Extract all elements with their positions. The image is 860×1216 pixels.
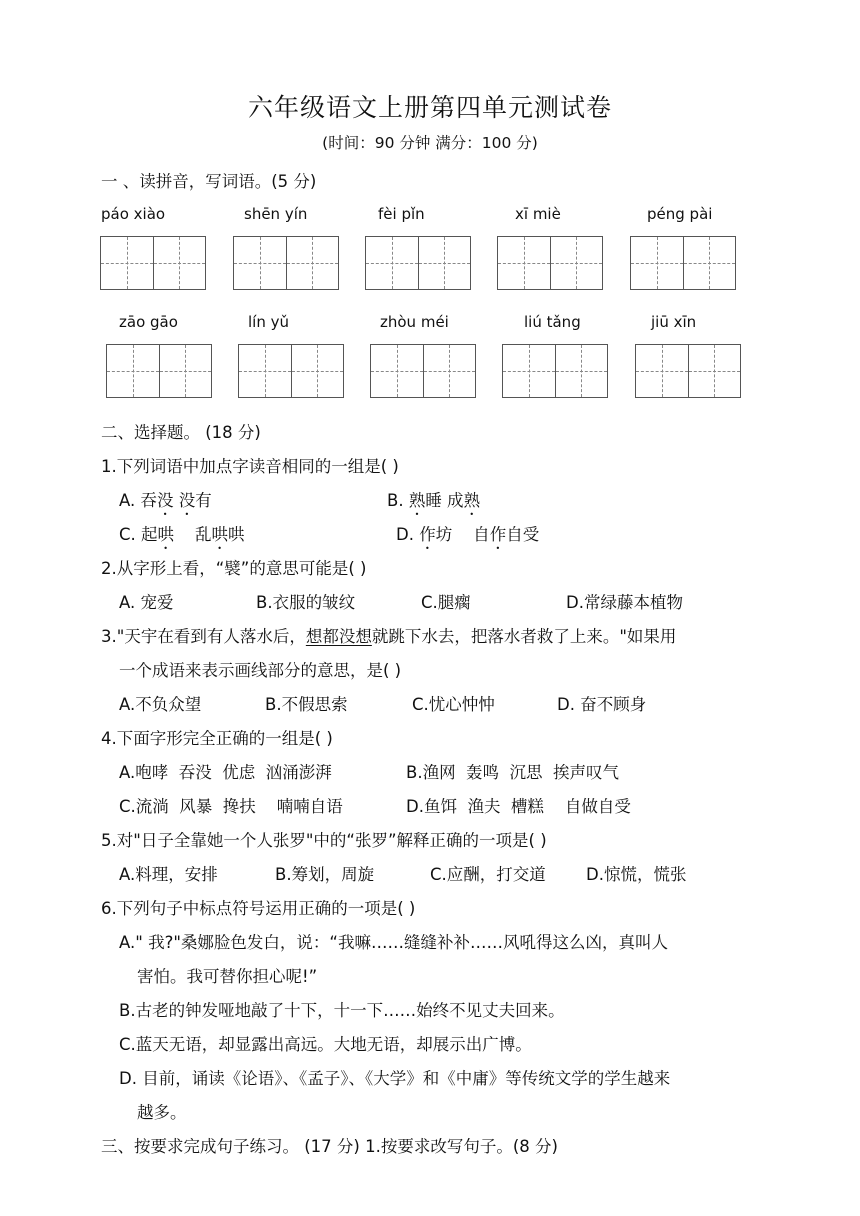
- question-1-stem: 1.下列词语中加点字读音相同的一组是( ): [101, 457, 399, 476]
- q6-option-d: D. 目前，诵读《论语》、《孟子》、《大学》和《中庸》等传统文学的学生越来: [119, 1069, 671, 1088]
- q4-option-d: D.鱼饵 渔夫 槽糕 自做自受: [406, 797, 631, 816]
- pinyin-label: fèi pǐn: [378, 205, 425, 223]
- q3-option-b: B.不假思索: [265, 695, 348, 714]
- q1-option-c: C. 起哄 乱哄哄: [119, 525, 245, 544]
- pinyin-label: shēn yín: [244, 205, 308, 223]
- writing-grid[interactable]: [100, 236, 206, 290]
- q1-option-d: D. 作坊 自作自受: [396, 525, 540, 544]
- q2-option-d: D.常绿藤本植物: [566, 593, 683, 612]
- q2-option-a: A. 宠爱: [119, 593, 174, 612]
- q3-option-a: A.不负众望: [119, 695, 202, 714]
- q1-option-a: A. 吞没 没有: [119, 491, 212, 510]
- q5-option-b: B.筹划，周旋: [275, 865, 375, 884]
- q5-option-a: A.料理，安排: [119, 865, 218, 884]
- writing-grid[interactable]: [502, 344, 608, 398]
- section2-heading: 二、选择题。 (18 分): [101, 423, 261, 442]
- writing-grid[interactable]: [106, 344, 212, 398]
- section3-heading: 三、按要求完成句子练习。 (17 分) 1.按要求改写句子。(8 分): [101, 1137, 558, 1156]
- question-3-stem: 3."天宇在看到有人落水后，想都没想就跳下水去，把落水者救了上来。"如果用: [101, 627, 677, 646]
- q6-option-a-cont: 害怕。我可替你担心呢!”: [137, 967, 318, 986]
- q6-option-d-cont: 越多。: [137, 1103, 187, 1122]
- pinyin-label: péng pài: [647, 205, 713, 223]
- q4-option-b: B.渔网 轰鸣 沉思 挨声叹气: [406, 763, 620, 782]
- q3-option-d: D. 奋不顾身: [557, 695, 647, 714]
- question-2-stem: 2.从字形上看，“襞”的意思可能是( ): [101, 559, 367, 578]
- writing-grid[interactable]: [635, 344, 741, 398]
- q1-option-b: B. 熟睡 成熟: [387, 491, 481, 510]
- q4-option-c: C.流淌 风暴 搀扶 喃喃自语: [119, 797, 343, 816]
- pinyin-label: xī miè: [515, 205, 561, 223]
- q6-option-b: B.古老的钟发哑地敲了十下，十一下……始终不见丈夫回来。: [119, 1001, 565, 1020]
- pinyin-label: liú tǎng: [524, 313, 581, 331]
- pinyin-label: jiū xīn: [651, 313, 697, 331]
- pinyin-label: zāo gāo: [119, 313, 178, 331]
- writing-grid[interactable]: [233, 236, 339, 290]
- q6-option-c: C.蓝天无语，却显露出高远。大地无语，却展示出广博。: [119, 1035, 532, 1054]
- q5-option-c: C.应酬，打交道: [430, 865, 546, 884]
- pinyin-label: zhòu méi: [380, 313, 449, 331]
- writing-grid[interactable]: [365, 236, 471, 290]
- question-5-stem: 5.对"日子全靠她一个人张罗"中的“张罗”解释正确的一项是( ): [101, 831, 547, 850]
- q4-option-a: A.咆哮 吞没 优虑 汹涌澎湃: [119, 763, 332, 782]
- q3-option-c: C.忧心忡忡: [412, 695, 495, 714]
- q5-option-d: D.惊慌，慌张: [586, 865, 687, 884]
- writing-grid[interactable]: [370, 344, 476, 398]
- section1-heading: 一 、读拼音，写词语。(5 分): [101, 172, 317, 191]
- q6-option-a: A." 我?"桑娜脸色发白，说：“我嘛……缝缝补补……风吼得这么凶，真叫人: [119, 933, 668, 952]
- page-title: 六年级语文上册第四单元测试卷: [247, 93, 612, 122]
- q2-option-c: C.腿瘸: [421, 593, 471, 612]
- question-3-stem-line2: 一个成语来表示画线部分的意思，是( ): [119, 661, 402, 680]
- exam-info: (时间：90 分钟 满分：100 分): [322, 134, 538, 152]
- question-4-stem: 4.下面字形完全正确的一组是( ): [101, 729, 333, 748]
- writing-grid[interactable]: [238, 344, 344, 398]
- pinyin-label: lín yǔ: [248, 313, 289, 331]
- q2-option-b: B.衣服的皱纹: [256, 593, 356, 612]
- underlined-phrase: 想都没想: [305, 627, 372, 646]
- writing-grid[interactable]: [630, 236, 736, 290]
- pinyin-label: páo xiào: [101, 205, 166, 223]
- writing-grid[interactable]: [497, 236, 603, 290]
- question-6-stem: 6.下列句子中标点符号运用正确的一项是( ): [101, 899, 416, 918]
